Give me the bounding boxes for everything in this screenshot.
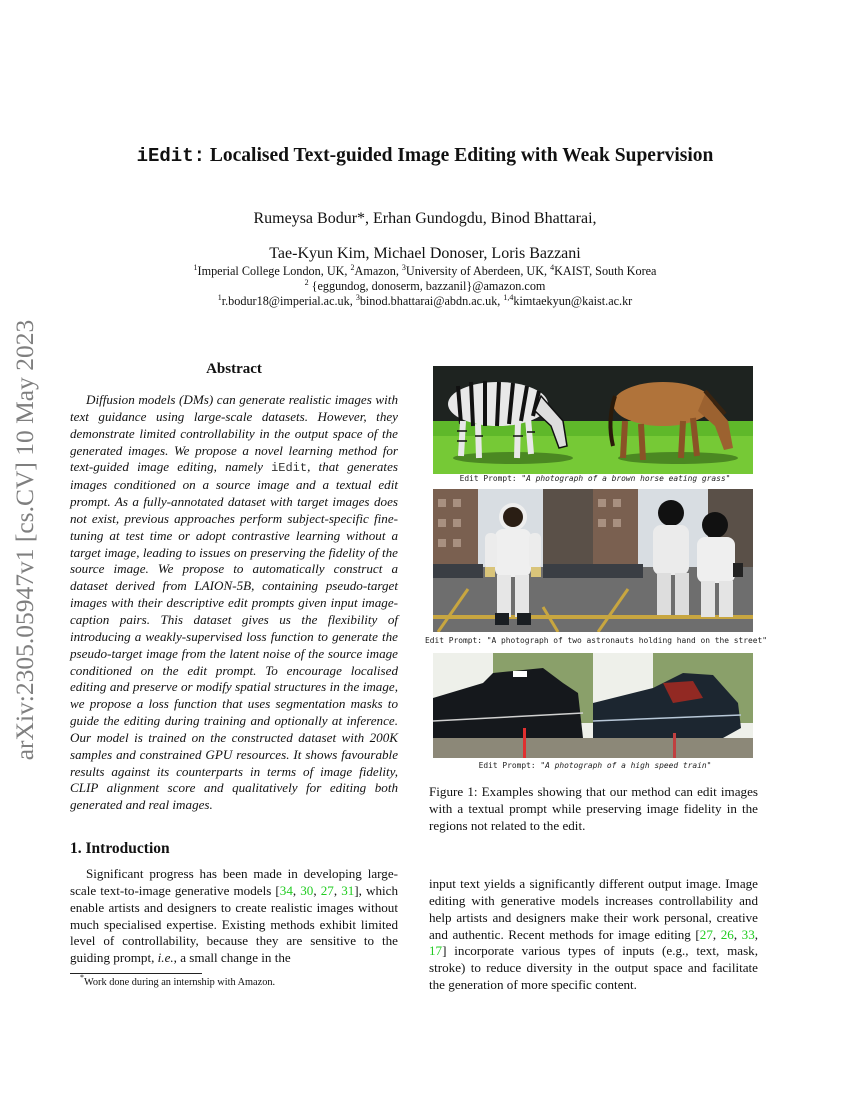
edit-prompt-row-2: [425, 636, 768, 645]
source-image-astronaut: [433, 489, 593, 632]
method-name-mono: iEdit: [271, 461, 308, 476]
email-text: r.bodur18@imperial.ac.uk,: [221, 294, 356, 308]
intro-text: Significant progress has been made in developing large-scale text-to-image generative models [: [70, 866, 398, 898]
introduction-paragraph-1: Significant progress has been made in developing large-scale text-to-image generative models [34, 30, 27, 31], which enable artists and designers to create realistic images without much specialised expertise. Existing methods exhibit limited level of controllability, because they are sensitive to the guiding prompt, i.e., a small change in the: [70, 866, 399, 966]
figure-row-horse: [433, 366, 753, 474]
intro-text: , a small change in the: [173, 950, 291, 966]
intro-text: ] incorporate various types of inputs (e.g., text, mask, stroke) to reduce diversity in the output space and facilitate the generation of more specific content.: [429, 943, 758, 993]
citation-link[interactable]: 17: [429, 943, 443, 959]
emails-amazon: [0, 279, 850, 294]
email-text: binod.bhattarai@abdn.ac.uk,: [359, 294, 504, 308]
arxiv-stamp: arXiv:2305.05947v1 [cs.CV] 10 May 2023: [10, 319, 39, 761]
authors-line-1: Rumeysa Bodur*, Erhan Gundogdu, Binod Bhattarai,: [253, 210, 597, 227]
source-image-zebra: [433, 366, 593, 474]
figure-row-astronauts: [433, 489, 753, 632]
abstract-text: Diffusion models (DMs) can generate realistic images with text guidance using large-scale datasets. However, they demonstrate limited controllability in the output space of the generated images. We propose a novel learning method for text-guided image editing, namely: [70, 392, 398, 475]
footnote-rule: [70, 973, 202, 974]
intro-text-ie: i.e.: [157, 950, 174, 966]
introduction-paragraph-1-continued: input text yields a significantly different output image. Image editing with generative models increases controllability and help artists and designers make their work personal, creative and authentic. Recent methods for image editing [27, 26, 33, 17] incorporate various types of inputs (e.g., text, mask, stroke) to reduce diversity in the output space and facilitate the generation of more specific content.: [429, 876, 759, 993]
source-image-locomotive: [433, 653, 593, 758]
edited-image-two-astronauts: [593, 489, 753, 632]
figure-row-train: [433, 653, 753, 758]
edit-prompt-text: "A photograph of two astronauts holding hand on the street": [486, 636, 768, 645]
affiliation-imperial: Imperial College London, UK,: [197, 264, 351, 278]
edit-prompt-text: "A photograph of a brown horse eating grass": [521, 474, 731, 483]
section-heading-introduction: 1. Introduction: [70, 840, 170, 857]
abstract-body: [70, 392, 398, 814]
edit-prompt-row-3: [425, 761, 765, 770]
paper-title: [0, 145, 850, 167]
affiliation-mark: 3: [355, 293, 360, 302]
figure-caption: Figure 1: Examples showing that our method can edit images with a textual prompt while preserving image fidelity in the regions not related to the edit.: [429, 784, 758, 833]
citation-link[interactable]: 34: [279, 882, 293, 898]
affiliation-mark: 1,4: [503, 293, 514, 302]
citation-link[interactable]: 30: [300, 882, 314, 898]
emails-other: [0, 294, 850, 309]
title-method-name: iEdit:: [136, 145, 206, 167]
affiliation-mark: 4: [550, 263, 555, 272]
intro-text: input text yields a significantly different output image. Image editing with generative models increases controllability and help artists and designers make their work personal, creative and authentic. Recent methods for image editing [: [429, 876, 758, 942]
abstract-heading: Abstract: [206, 361, 262, 377]
affiliation-mark: 3: [401, 263, 406, 272]
citation-link[interactable]: 31: [341, 882, 355, 898]
citation-link[interactable]: 27: [320, 882, 334, 898]
title-text: Localised Text-guided Image Editing with Weak Supervision: [205, 145, 714, 166]
affiliation-mark: 1: [193, 263, 198, 272]
authors-line-2: Tae-Kyun Kim, Michael Donoser, Loris Bazzani: [269, 245, 581, 262]
affiliation-aberdeen: University of Aberdeen, UK,: [405, 264, 551, 278]
citation-link[interactable]: 27: [699, 926, 713, 942]
footnote: [80, 973, 276, 988]
intro-text: ], which enable artists and designers to create realistic images without much specialised expertise. Existing methods exhibit limited level of controllability, because they are sensitive to the guiding prompt,: [70, 882, 399, 966]
citation-link[interactable]: 26: [720, 926, 734, 942]
affiliations-line: [0, 264, 850, 279]
edit-prompt-label: Edit Prompt:: [459, 474, 522, 483]
email-text: {eggundog, donoserm, bazzanil}@amazon.com: [308, 279, 546, 293]
footnote-mark: *: [80, 973, 84, 982]
affiliation-mark: 1: [217, 293, 222, 302]
abstract-text: , that generates images conditioned on a source image and a textual edit prompt. As a fully-annotated dataset with target images does not exist, previous approaches perform subject-specific fine-tuning at test time or adopt contrastive learning without a target image, leading to issues on preserving the fidelity of the source image. We propose to automatically construct a dataset derived from LAION-5B, containing pseudo-target images with their descriptive edit prompts given input image-caption pairs. This dataset gives us the flexibility of introducing a weakly-supervised loss function to generate the pseudo-target image from the latent noise of the source image conditioned on the edit prompt. To encourage localised editing and preserve or modify spatial structures in the image, we propose a loss function that uses segmentation masks to guide the editing during training and optionally at inference. Our model is trained on the constructed dataset with 200K samples and constrained GPU resources. It shows favourable results against its counterparts in terms of image fidelity, CLIP alignment score and qualitatively for editing both generated and real images.: [70, 459, 398, 813]
edit-prompt-label: Edit Prompt:: [478, 761, 541, 770]
citation-link[interactable]: 33: [741, 926, 755, 942]
affiliation-mark: 2: [304, 278, 309, 287]
edit-prompt-row-1: [425, 474, 765, 483]
affiliation-kaist: KAIST, South Korea: [554, 264, 657, 278]
edited-image-horse: [593, 366, 753, 474]
edit-prompt-label: Edit Prompt:: [425, 636, 487, 645]
edit-prompt-text: "A photograph of a high speed train": [540, 761, 712, 770]
email-text: kimtaekyun@kaist.ac.kr: [513, 294, 633, 308]
edited-image-high-speed-train: [593, 653, 753, 758]
affiliation-mark: 2: [350, 263, 355, 272]
footnote-text: Work done during an internship with Amazon.: [84, 977, 276, 988]
affiliation-amazon: Amazon,: [354, 264, 402, 278]
